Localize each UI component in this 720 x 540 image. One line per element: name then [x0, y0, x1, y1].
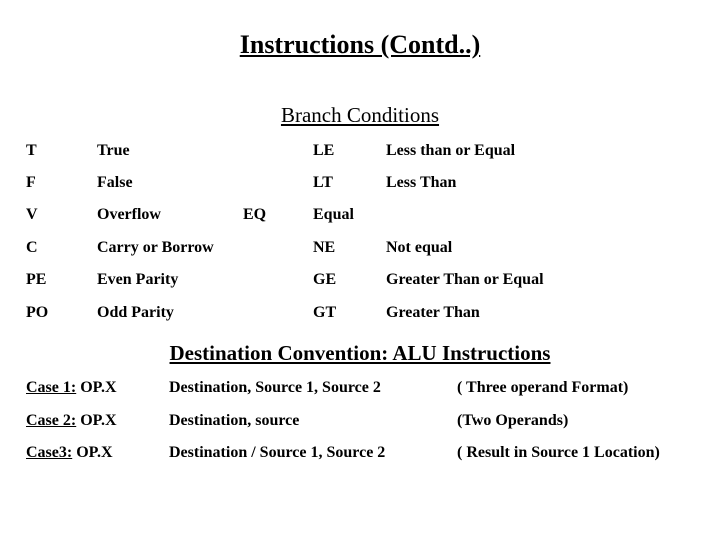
bc-code-po: PO	[26, 304, 49, 321]
bc-meaning-carry-or-borrow: Carry or Borrow	[97, 239, 214, 256]
branch-conditions-heading	[0, 103, 720, 128]
case-2-format: (Two Operands)	[457, 412, 569, 429]
case-label: Case3:	[26, 444, 73, 461]
bc-code-le: LE	[313, 142, 335, 159]
bc-code-gt: GT	[313, 304, 337, 321]
branch-conditions-heading-text: Branch Conditions	[280, 103, 440, 127]
case-1-row	[26, 379, 117, 397]
bc-meaning-overflow: Overflow	[97, 206, 161, 223]
case-2-row	[26, 412, 117, 430]
bc-code-v: V	[26, 206, 38, 223]
bc-code-ge: GE	[313, 271, 337, 288]
bc-code-lt: LT	[313, 174, 333, 191]
bc-code-eq: EQ	[243, 206, 267, 223]
bc-code-c: C	[26, 239, 38, 256]
bc-meaning-less-than-or-equal: Less than or Equal	[386, 142, 516, 159]
case-1-operands: Destination, Source 1, Source 2	[169, 379, 381, 396]
case-op: OP.X	[76, 444, 113, 461]
bc-code-t: T	[26, 142, 37, 159]
destination-convention-heading: Destination Convention: ALU Instructions	[169, 341, 551, 365]
bc-meaning-true: True	[97, 142, 130, 159]
case-1-format: ( Three operand Format)	[457, 379, 629, 396]
bc-meaning-greater-than-or-equal: Greater Than or Equal	[386, 271, 544, 288]
case-3-operands: Destination / Source 1, Source 2	[169, 444, 386, 461]
bc-meaning-less-than: Less Than	[386, 174, 457, 191]
bc-meaning-even-parity: Even Parity	[97, 271, 179, 288]
case-op: OP.X	[80, 379, 117, 396]
case-3-row	[26, 444, 113, 462]
bc-code-ne: NE	[313, 239, 336, 256]
bc-meaning-false: False	[97, 174, 133, 191]
case-label: Case 1:	[26, 379, 77, 396]
case-label: Case 2:	[26, 412, 77, 429]
bc-meaning-equal: Equal	[313, 206, 354, 223]
bc-meaning-greater-than: Greater Than	[386, 304, 480, 321]
case-2-operands: Destination, source	[169, 412, 300, 429]
bc-code-pe: PE	[26, 271, 47, 288]
bc-meaning-not-equal: Not equal	[386, 239, 453, 256]
case-3-format: ( Result in Source 1 Location)	[457, 444, 660, 461]
case-op: OP.X	[80, 412, 117, 429]
bc-meaning-odd-parity: Odd Parity	[97, 304, 174, 321]
slide-title: Instructions (Contd..)	[239, 30, 481, 59]
bc-code-f: F	[26, 174, 36, 191]
